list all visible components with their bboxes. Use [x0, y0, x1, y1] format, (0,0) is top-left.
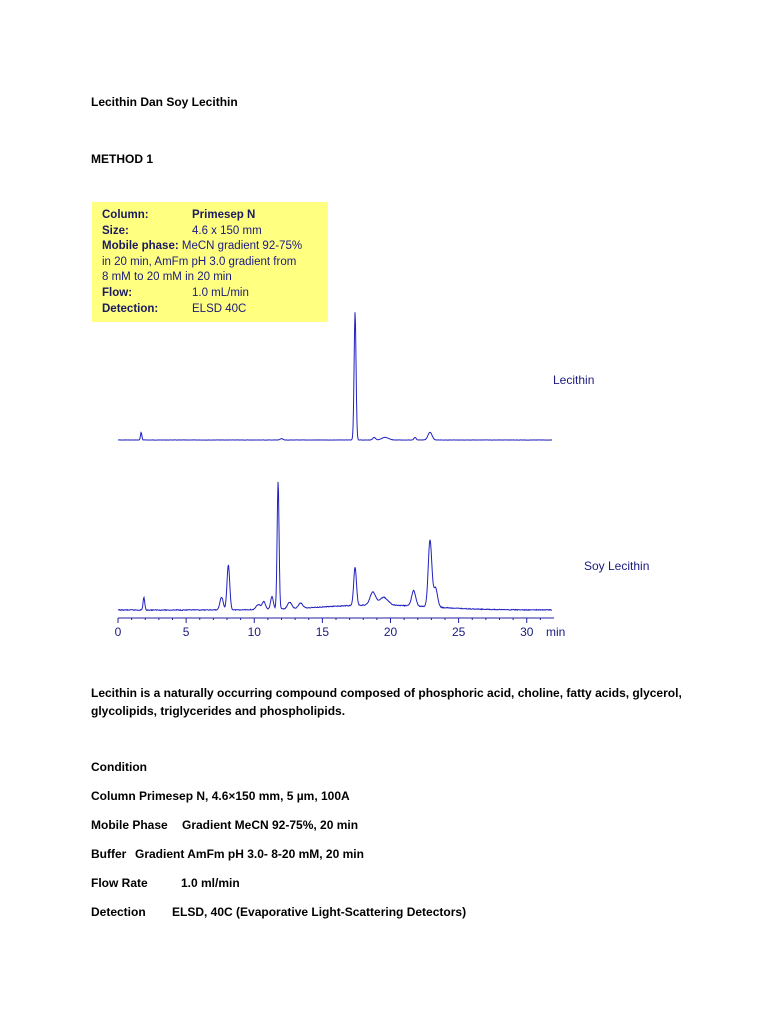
- condition-mobile-phase: [91, 818, 358, 832]
- series-label-soy-lecithin: Soy Lecithin: [584, 559, 650, 573]
- size-value: 4.6 x 150 mm: [192, 224, 262, 237]
- x-tick-label-0: 0: [114, 625, 122, 639]
- x-tick-label-10: 10: [247, 625, 261, 639]
- x-tick-label-30: 30: [520, 625, 534, 639]
- condition-flow-rate-value: 1.0 ml/min: [181, 876, 240, 890]
- flow-value: 1.0 mL/min: [192, 286, 249, 299]
- x-tick-label-5: 5: [182, 625, 190, 639]
- condition-detection-value: ELSD, 40C (Evaporative Light-Scattering Detectors): [172, 905, 467, 919]
- series-label-lecithin: Lecithin: [553, 373, 595, 387]
- flow-label: Flow:: [102, 286, 133, 299]
- mobile-phase-continuation-2: 8 mM to 20 mM in 20 min: [102, 271, 232, 284]
- condition-detection: [91, 905, 466, 919]
- condition-flow-rate: [91, 876, 240, 890]
- condition-buffer: [91, 847, 364, 861]
- mobile-phase-value: MeCN gradient 92-75%: [181, 240, 303, 253]
- condition-mobile-phase-value: Gradient MeCN 92-75%, 20 min: [182, 818, 359, 832]
- condition-column-label: Column Primesep N, 4.6×150 mm, 5 µm, 100A: [91, 789, 350, 803]
- condition-buffer-value: Gradient AmFm pH 3.0- 8-20 mM, 20 min: [135, 847, 364, 861]
- mobile-phase-label: Mobile phase:: [102, 240, 179, 253]
- condition-detection-label: Detection: [91, 905, 146, 919]
- column-label: Column:: [102, 209, 149, 221]
- detection-value: ELSD 40C: [192, 302, 247, 315]
- trace-soy-lecithin: [118, 482, 552, 611]
- document-title: Lecithin Dan Soy Lecithin: [91, 95, 238, 109]
- condition-flow-rate-label: Flow Rate: [91, 876, 148, 890]
- size-label: Size:: [102, 224, 129, 237]
- condition-mobile-phase-label: Mobile Phase: [91, 818, 168, 832]
- x-tick-label-25: 25: [451, 625, 466, 639]
- column-value: Primesep N: [192, 209, 256, 221]
- x-tick-label-15: 15: [315, 625, 330, 639]
- detection-label: Detection:: [102, 302, 159, 315]
- description-paragraph: Lecithin is a naturally occurring compound composed of phosphoric acid, choline, fatty acids, glycerol, glycolipids, triglycerides and phospholipids.: [91, 686, 682, 718]
- condition-heading: Condition: [91, 760, 147, 774]
- method-heading: METHOD 1: [91, 152, 154, 166]
- x-tick-label-20: 20: [383, 625, 398, 639]
- condition-buffer-label: Buffer: [91, 847, 127, 861]
- x-axis-unit-label: min: [546, 625, 566, 639]
- trace-lecithin: [118, 312, 552, 440]
- condition-column: [91, 789, 350, 803]
- mobile-phase-continuation-1: in 20 min, AmFm pH 3.0 gradient from: [102, 255, 297, 268]
